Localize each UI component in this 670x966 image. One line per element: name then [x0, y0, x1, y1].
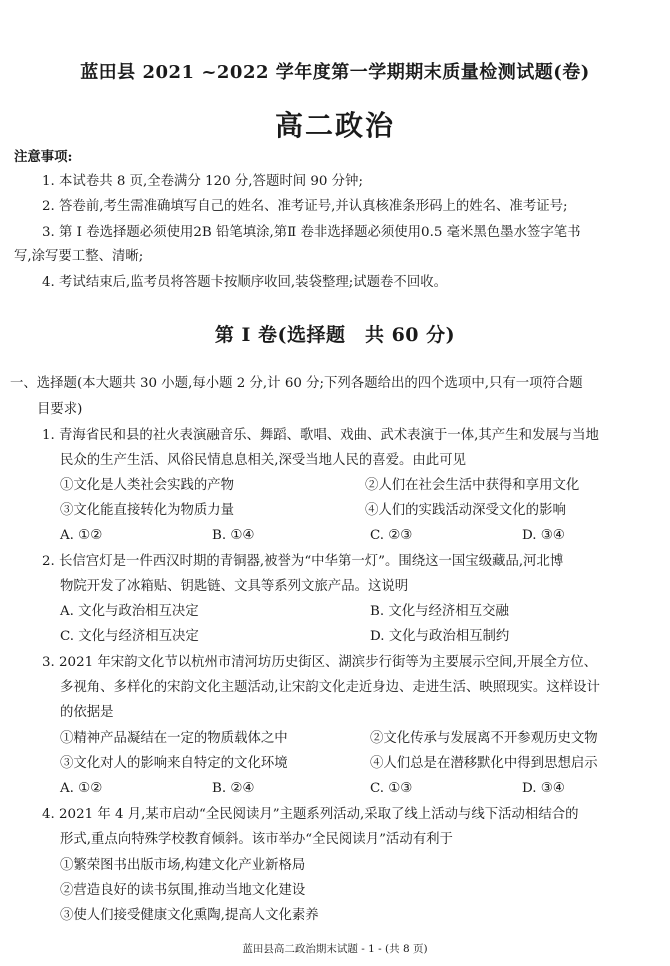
subject-title: 高二政治 — [274, 109, 395, 142]
question-stem: 4. 2021 年 4 月,某市启动“全民阅读月”主题系列活动,采取了线上活动与线下活动相结合的 — [42, 807, 579, 822]
notice-item: 1. 本试卷共 8 页,全卷满分 120 分,答题时间 90 分钟; — [42, 174, 363, 189]
statement: ①繁荣图书出版市场,构建文化产业新格局 — [60, 858, 306, 873]
choice: A. ①② — [60, 528, 103, 543]
notice-item: 写,涂写要工整、清晰; — [14, 249, 144, 264]
statement: ④人们的实践活动深受文化的影响 — [365, 503, 566, 518]
choice: D. ③④ — [522, 781, 565, 796]
choice: D. 文化与政治相互制约 — [370, 629, 510, 644]
statement: ④人们总是在潜移默化中得到思想启示 — [370, 756, 598, 771]
statement: ①文化是人类社会实践的产物 — [60, 478, 235, 493]
notice-item: 4. 考试结束后,监考员将答题卡按顺序收回,装袋整理;试题卷不回收。 — [42, 275, 447, 290]
choice: C. ①③ — [370, 781, 413, 796]
question-stem: 物院开发了冰箱贴、钥匙链、文具等系列文旅产品。这说明 — [60, 579, 409, 594]
question-stem: 2. 长信宫灯是一件西汉时期的青铜器,被誉为“中华第一灯”。围绕这一国宝级藏品,河北博 — [42, 554, 564, 569]
exam-title: 蓝田县 2021 ~2022 学年度第一学期期末质量检测试题(卷) — [80, 62, 590, 83]
section-instruction: 一、选择题(本大题共 30 小题,每小题 2 分,计 60 分;下列各题给出的四个选项中,只有一项符合题 — [10, 376, 583, 391]
notice-item: 2. 答卷前,考生需准确填写自己的姓名、准考证号,并认真核准条形码上的姓名、准考证号; — [42, 199, 568, 214]
section-title: 第 Ⅰ 卷(选择题 共 60 分) — [214, 324, 456, 346]
choice: A. ①② — [60, 781, 103, 796]
question-stem: 3. 2021 年宋韵文化节以杭州市清河坊历史街区、湖滨步行街等为主要展示空间,开展全方位、 — [42, 655, 598, 670]
statement: ③使人们接受健康文化熏陶,提高人文化素养 — [60, 908, 319, 923]
choice: B. 文化与经济相互交融 — [370, 604, 509, 619]
statement: ①精神产品凝结在一定的物质载体之中 — [60, 731, 288, 746]
question-stem: 1. 青海省民和县的社火表演融音乐、舞蹈、歌唱、戏曲、武术表演于一体,其产生和发展与当地 — [42, 428, 599, 443]
statement: ②文化传承与发展离不开参观历史文物 — [370, 731, 598, 746]
notice-heading: 注意事项: — [14, 149, 73, 165]
question-stem: 民众的生产生活、风俗民情息息相关,深受当地人民的喜爱。由此可见 — [60, 453, 466, 468]
question-stem: 形式,重点向特殊学校教育倾斜。该市举办“全民阅读月”活动有利于 — [60, 832, 453, 847]
choice: B. ①④ — [212, 528, 255, 543]
choice: C. ②③ — [370, 528, 413, 543]
choice: D. ③④ — [522, 528, 565, 543]
choice: B. ②④ — [212, 781, 255, 796]
page-footer: 蓝田县高二政治期末试题 - 1 - (共 8 页) — [242, 943, 428, 955]
choice: A. 文化与政治相互决定 — [60, 604, 199, 619]
statement: ③文化对人的影响来自特定的文化环境 — [60, 756, 288, 771]
statement: ②人们在社会生活中获得和享用文化 — [365, 478, 580, 493]
notice-item: 3. 第 Ⅰ 卷选择题必须使用2B 铅笔填涂,第Ⅱ 卷非选择题必须使用0.5 毫米黑色墨水签字笔书 — [42, 225, 581, 240]
question-stem: 的依据是 — [60, 705, 114, 720]
choice: C. 文化与经济相互决定 — [60, 629, 199, 644]
statement: ③文化能直接转化为物质力量 — [60, 503, 235, 518]
question-stem: 多视角、多样化的宋韵文化主题活动,让宋韵文化走近身边、走进生活、映照现实。这样设计 — [60, 680, 600, 695]
statement: ②营造良好的读书氛围,推动当地文化建设 — [60, 883, 306, 898]
section-instruction: 目要求) — [37, 402, 83, 417]
